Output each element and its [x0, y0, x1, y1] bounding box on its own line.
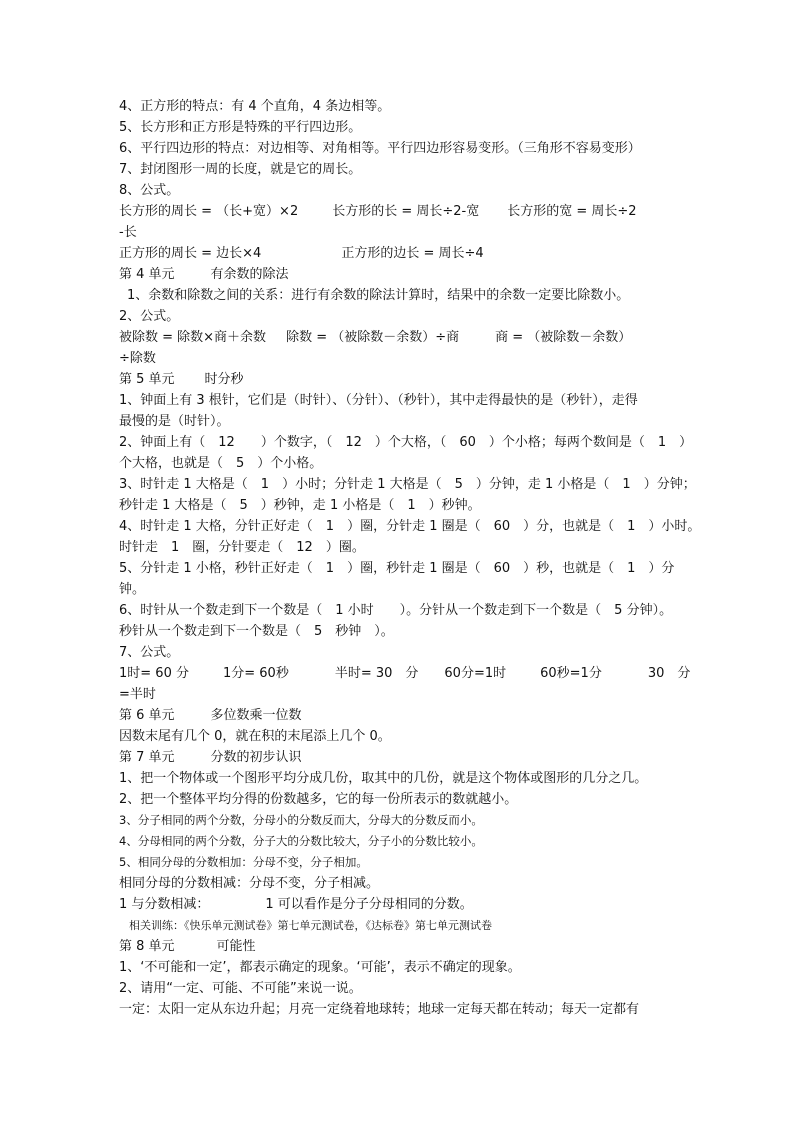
formula-square-perimeter: 正方形的周长 = 边长×4 — [119, 246, 262, 261]
line-text: 2、请用“一定、可能、不可能”来说一说。 — [119, 981, 362, 996]
text-line — [119, 96, 684, 117]
formula-divisor: 除数 = （被除数－余数）÷商 — [286, 330, 460, 345]
text-line — [119, 999, 684, 1020]
text-line — [119, 768, 684, 789]
related-training-line — [119, 915, 684, 936]
line-text: 1、把一个物体或一个图形平均分成几份，取其中的几份，就是这个物体或图形的几分之几。 — [119, 771, 648, 786]
text-line — [119, 453, 684, 474]
text-line — [119, 432, 693, 453]
line-text: ÷除数 — [119, 351, 156, 366]
line-text: 8、公式。 — [119, 183, 180, 198]
unit-heading — [119, 747, 684, 768]
formula-line — [119, 894, 684, 915]
unit-number: 第 4 单元 — [119, 267, 175, 282]
line-text: 1、钟面上有 3 根针，它们是（时针）、（分针）、（秒针），其中走得最快的是（秒针），走得 — [119, 393, 638, 408]
formula-30-minutes: 30 分 — [647, 666, 691, 681]
line-text: -长 — [119, 225, 137, 240]
line-text: 5、相同分母的分数相加：分母不变，分子相加。 — [119, 855, 368, 869]
line-text: 一定：太阳一定从东边升起；月亮一定绕着地球转；地球一定每天都在转动；每天一定都有 — [119, 1002, 640, 1017]
text-line — [119, 642, 684, 663]
subtract-note: 1 可以看作是分子分母相同的分数。 — [265, 897, 473, 912]
formula-rect-width: 长方形的宽 = 周长÷2 — [507, 204, 637, 219]
unit-heading — [119, 705, 684, 726]
line-text: 4、正方形的特点：有 4 个直角，4 条边相等。 — [119, 99, 391, 114]
line-text: 最慢的是（时针）。 — [119, 414, 230, 429]
line-text: 4、时针走 1 大格，分针正好走（ 1 ）圈，分针走 1 圈是（ 60 ）分，也就是（ 1 ）小时。 — [119, 519, 701, 534]
unit-number: 第 5 单元 — [119, 372, 175, 387]
formula-minute: 1分= 60秒 — [222, 666, 289, 681]
formula-60-seconds: 60秒=1分 — [540, 666, 602, 681]
text-line — [119, 621, 684, 642]
line-text: 5、长方形和正方形是特殊的平行四边形。 — [119, 120, 362, 135]
text-line — [119, 285, 684, 306]
line-text: 1、余数和除数之间的关系：进行有余数的除法计算时，结果中的余数一定要比除数小。 — [127, 288, 630, 303]
text-line — [119, 957, 684, 978]
unit-title: 多位数乘一位数 — [210, 708, 302, 723]
text-line — [119, 516, 701, 537]
formula-dividend: 被除数 = 除数×商＋余数 — [119, 330, 267, 345]
formula-60-minutes: 60分=1时 — [444, 666, 507, 681]
text-line — [119, 411, 684, 432]
line-text: 7、公式。 — [119, 645, 180, 660]
text-line — [119, 852, 684, 873]
line-text: 6、时针从一个数走到下一个数是（ 1 小时 ）。分针从一个数走到下一个数是（ 5 分钟）。 — [119, 603, 673, 618]
formula-rect-perimeter: 长方形的周长 = （长+宽）×2 — [119, 204, 299, 219]
line-text: 因数末尾有几个 0，就在积的末尾添上几个 0。 — [119, 729, 391, 744]
line-text: =半时 — [119, 687, 156, 702]
text-line — [119, 978, 684, 999]
line-text: 1、‘不可能和一定’，都表示确定的现象。‘可能’，表示不确定的现象。 — [119, 960, 521, 975]
formula-rect-length: 长方形的长 = 周长÷2-宽 — [332, 204, 480, 219]
text-line — [119, 684, 684, 705]
text-line — [119, 789, 684, 810]
unit-heading — [119, 936, 684, 957]
formula-hour: 1时= 60 分 — [119, 666, 189, 681]
unit-heading — [119, 264, 684, 285]
unit-title: 时分秒 — [204, 372, 244, 387]
line-text: 3、时针走 1 大格是（ 1 ）小时；分针走 1 大格是（ 5 ）分钟，走 1 小格是（ 1 ）分钟； — [119, 477, 696, 492]
formula-half-hour: 半时= 30 分 — [334, 666, 419, 681]
line-text: 钟。 — [119, 582, 146, 597]
unit-title: 可能性 — [216, 939, 256, 954]
line-text: 相关训练：《快乐单元测试卷》第七单元测试卷，《达标卷》第七单元测试卷 — [129, 919, 492, 932]
unit-heading — [119, 369, 684, 390]
line-text: 6、平行四边形的特点：对边相等、对角相等。平行四边形容易变形。（三角形不容易变形） — [119, 141, 641, 156]
text-line — [119, 348, 684, 369]
document-body — [119, 96, 701, 1020]
text-line — [119, 117, 684, 138]
text-line — [119, 600, 684, 621]
line-text: 个大格，也就是（ 5 ）个小格。 — [119, 456, 323, 471]
text-line — [119, 873, 684, 894]
line-text: 2、公式。 — [119, 309, 180, 324]
formula-line — [119, 243, 684, 264]
text-line — [119, 831, 684, 852]
unit-number: 第 8 单元 — [119, 939, 175, 954]
text-line — [119, 558, 684, 579]
subtract-label: 1 与分数相减： — [119, 897, 210, 912]
text-line — [119, 390, 684, 411]
text-line — [119, 474, 696, 495]
text-line — [119, 138, 684, 159]
formula-square-side: 正方形的边长 = 周长÷4 — [341, 246, 484, 261]
formula-quotient: 商 = （被除数－余数） — [495, 330, 632, 345]
unit-title: 有余数的除法 — [210, 267, 289, 282]
line-text: 秒针走 1 大格是（ 5 ）秒钟，走 1 小格是（ 1 ）秒钟。 — [119, 498, 481, 513]
text-line — [119, 306, 684, 327]
unit-title: 分数的初步认识 — [210, 750, 302, 765]
text-line — [119, 537, 684, 558]
formula-line — [119, 201, 684, 222]
line-text: 2、钟面上有（ 12 ）个数字，（ 12 ）个大格，（ 60 ）个小格；每两个数间是（ 1 ） — [119, 435, 693, 450]
line-text: 4、分母相同的两个分数，分子大的分数比较大，分子小的分数比较小。 — [119, 834, 483, 848]
line-text: 7、封闭图形一周的长度，就是它的周长。 — [119, 162, 362, 177]
line-text: 2、把一个整体平均分得的份数越多，它的每一份所表示的数就越小。 — [119, 792, 518, 807]
text-line — [119, 159, 684, 180]
formula-line — [119, 663, 691, 684]
text-line — [119, 726, 684, 747]
text-line — [119, 579, 684, 600]
formula-line — [119, 327, 684, 348]
line-text: 5、分针走 1 小格，秒针正好走（ 1 ）圈，秒针走 1 圈是（ 60 ）秒，也就是（ 1 ）分 — [119, 561, 675, 576]
unit-number: 第 7 单元 — [119, 750, 175, 765]
text-line — [119, 222, 684, 243]
line-text: 时针走 1 圈，分针要走（ 12 ）圈。 — [119, 540, 365, 555]
text-line — [119, 810, 684, 831]
text-line — [119, 495, 684, 516]
text-line — [119, 180, 684, 201]
line-text: 3、分子相同的两个分数，分母小的分数反而大，分母大的分数反而小。 — [119, 813, 483, 827]
unit-number: 第 6 单元 — [119, 708, 175, 723]
line-text: 相同分母的分数相减：分母不变，分子相减。 — [119, 876, 380, 891]
line-text: 秒针从一个数走到下一个数是（ 5 秒钟 ）。 — [119, 624, 394, 639]
